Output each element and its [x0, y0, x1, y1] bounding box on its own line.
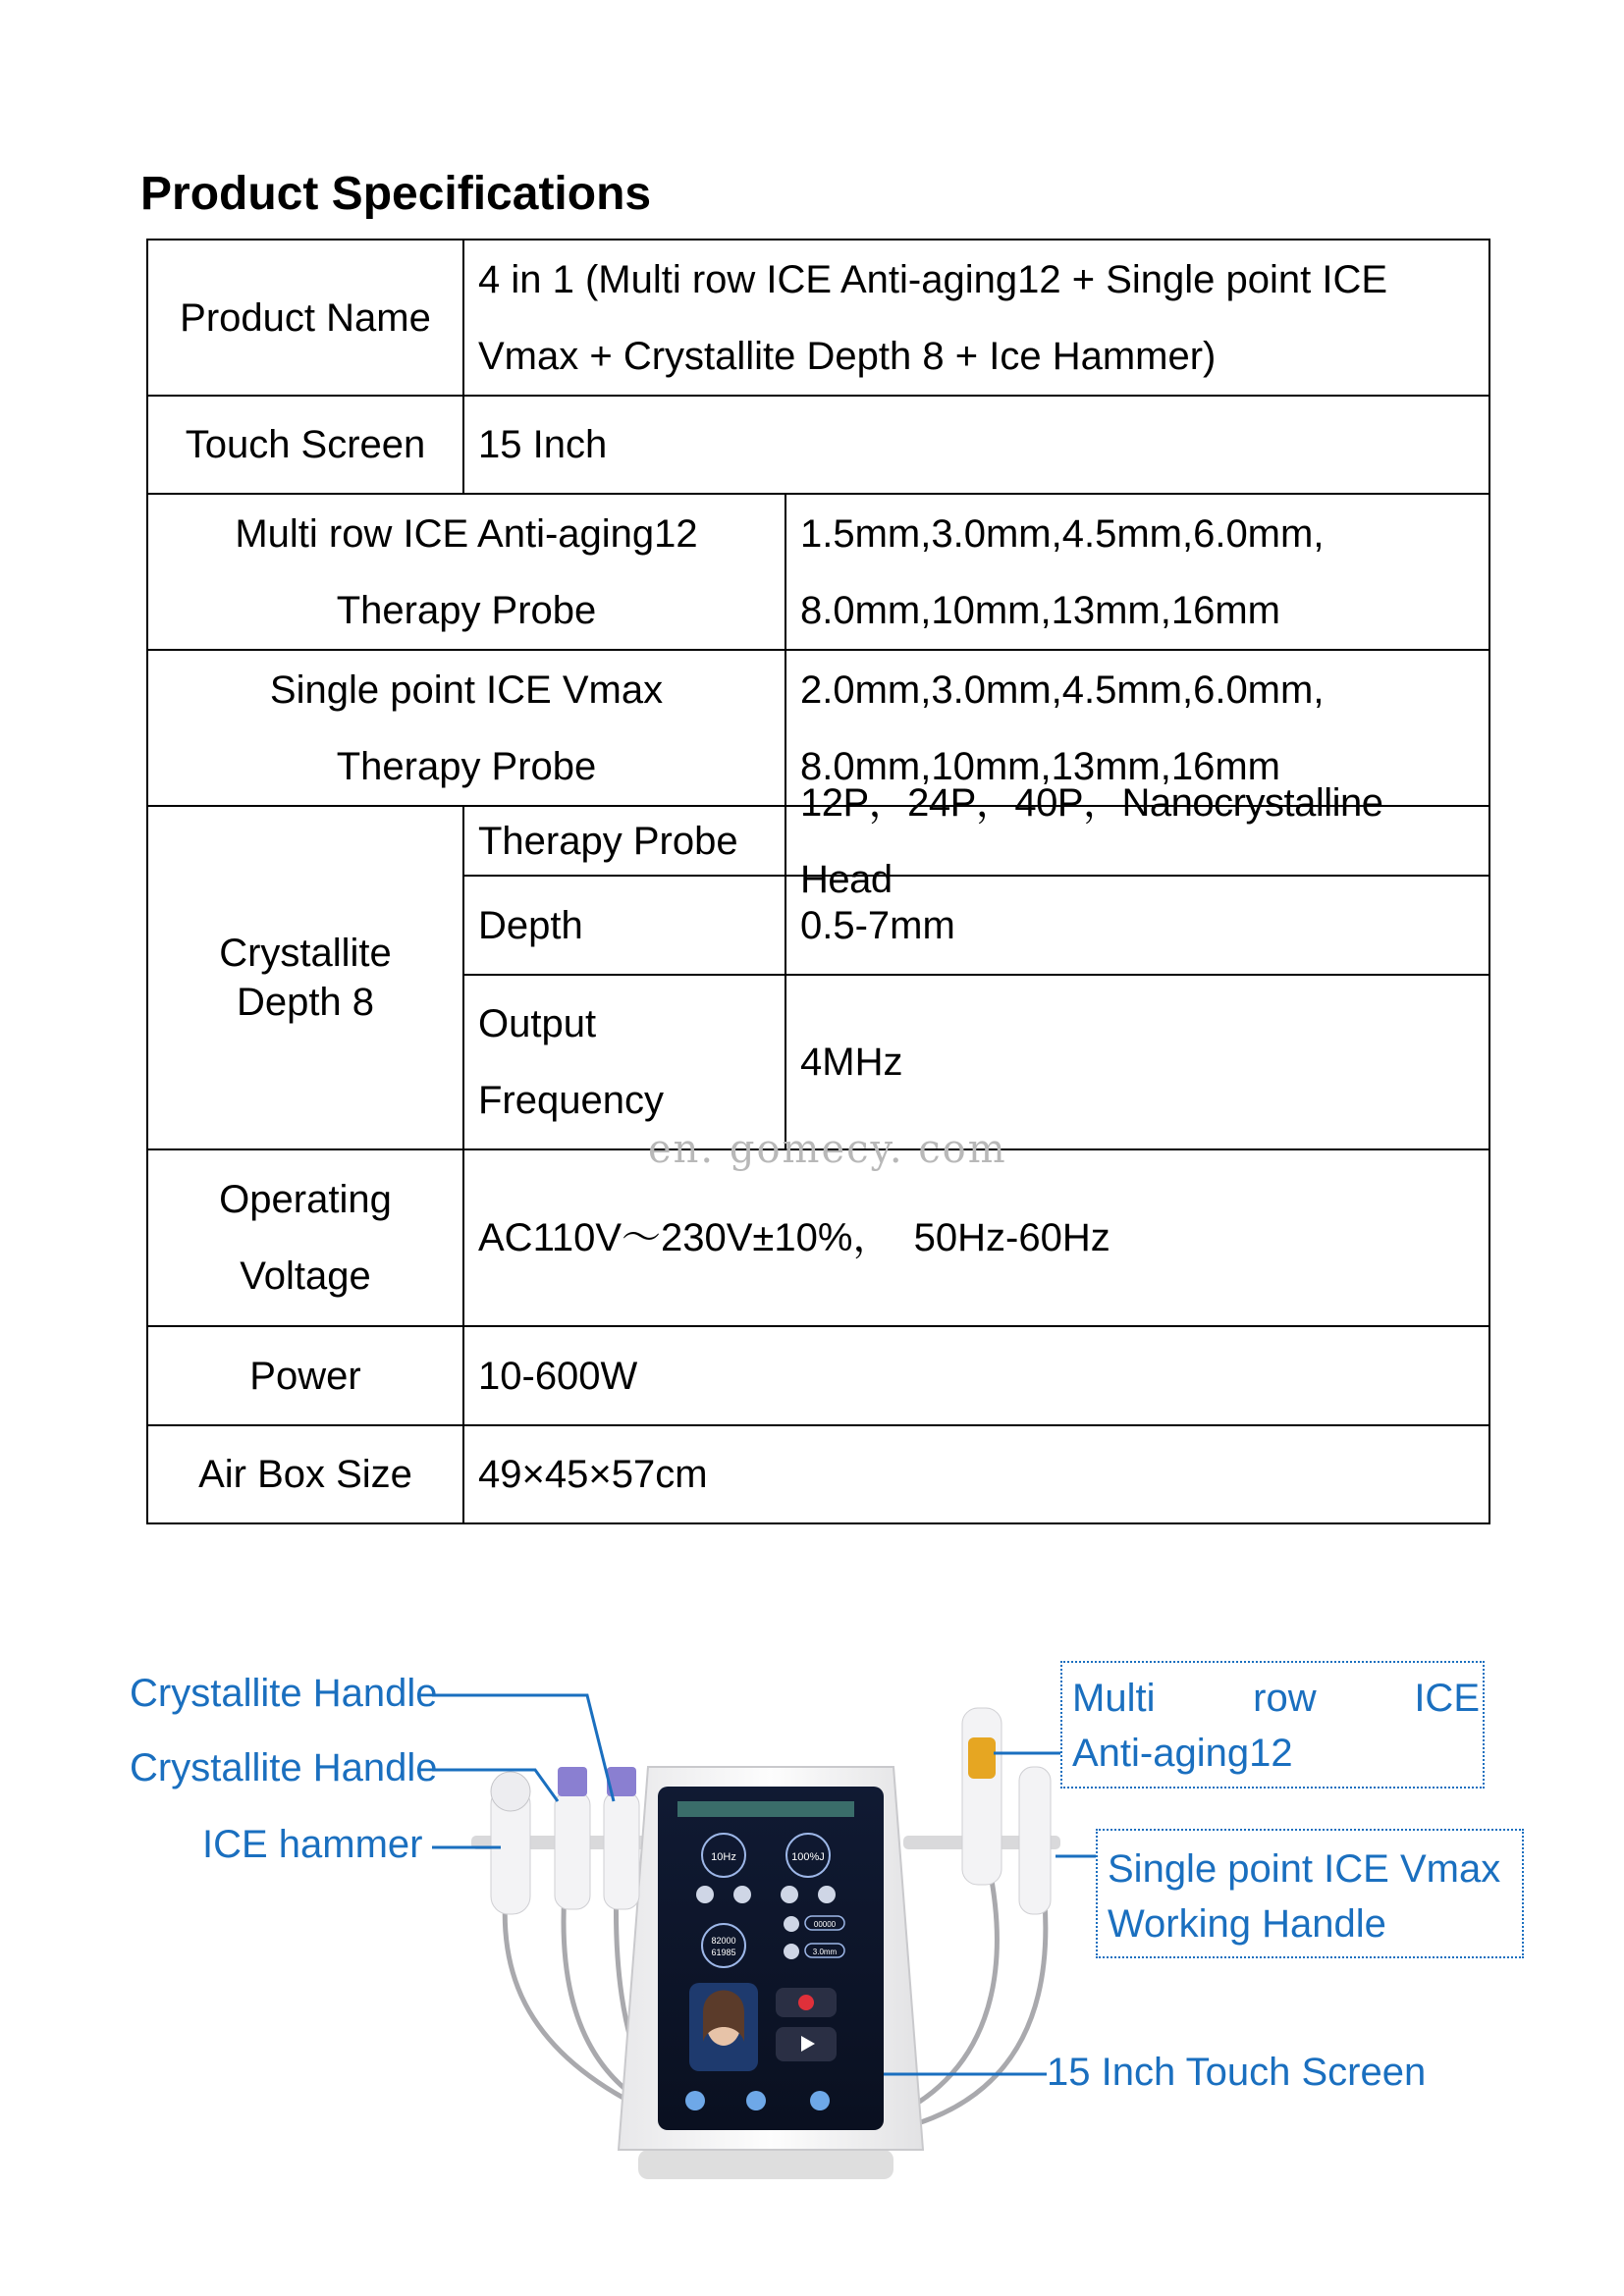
multi-row-ice-handle [962, 1708, 1001, 1885]
voltage-value: AC110V～230V±10%， 50Hz-60Hz [478, 1216, 1110, 1259]
screen-count2: 61985 [711, 1948, 736, 1957]
product-name-line2: Vmax + Crystallite Depth 8 + Ice Hammer) [478, 334, 1217, 378]
crystallite-label: Crystallite Depth 8 [219, 932, 392, 1024]
screen-hz: 10Hz [711, 1851, 736, 1863]
device-illustration [432, 1688, 1100, 2209]
callout-single-point-line1: Single point ICE Vmax [1108, 1847, 1501, 1891]
air-box-label: Air Box Size [198, 1453, 412, 1496]
callout-ice-hammer: ICE hammer [202, 1823, 423, 1866]
air-box-value: 49×45×57cm [478, 1453, 708, 1496]
power-label: Power [249, 1354, 361, 1398]
screen-energy: 100%J [791, 1851, 825, 1863]
screen-counter: 00000 [813, 1920, 837, 1929]
voltage-label: Operating Voltage [219, 1178, 392, 1298]
callout-touch-screen: 15 Inch Touch Screen [1047, 2051, 1427, 2094]
screen-depth: 3.0mm [812, 1948, 838, 1956]
callout-crystallite-handle-2: Crystallite Handle [130, 1746, 438, 1789]
screen-count1: 82000 [711, 1936, 736, 1946]
touch-screen-value: 15 Inch [478, 423, 608, 466]
crystallite-probe-value: 12P，24P，40P，Nanocrystalline Head [800, 780, 1383, 901]
power-value: 10-600W [478, 1354, 638, 1398]
callout-multi-row-line1 [1072, 1677, 1480, 1721]
product-name-value [464, 240, 1489, 395]
single-point-value: 2.0mm,3.0mm,4.5mm,6.0mm, 8.0mm,10mm,13mm,16mm [800, 667, 1325, 788]
product-name-label: Product Name [180, 295, 431, 340]
callout-multi-word-3: ICE [1414, 1677, 1480, 1720]
page-title: Product Specifications [140, 168, 652, 220]
callout-multi-word-2: row [1253, 1677, 1317, 1720]
ice-hammer-handle [491, 1772, 530, 1914]
crystallite-depth-value: 0.5-7mm [800, 903, 955, 947]
product-name-line1: 4 in 1 (Multi row ICE Anti-aging12 + Single point ICE [478, 257, 1388, 301]
multi-row-label: Multi row ICE Anti-aging12 Therapy Probe [235, 511, 698, 632]
output-frequency-label: Output Frequency [478, 1002, 664, 1122]
crystallite-handle-left [555, 1767, 590, 1909]
multi-row-value: 1.5mm,3.0mm,4.5mm,6.0mm, 8.0mm,10mm,13mm,16mm [800, 511, 1325, 632]
single-point-ice-handle [1019, 1767, 1051, 1914]
crystallite-handle-right [604, 1767, 639, 1909]
crystallite-depth-label: Depth [478, 903, 583, 947]
watermark: en. gomecy. com [648, 1127, 1007, 1172]
callout-multi-row-line2: Anti-aging12 [1072, 1732, 1293, 1775]
output-frequency-value: 4MHz [800, 1041, 903, 1084]
touch-screen-label: Touch Screen [185, 423, 426, 466]
single-point-label: Single point ICE Vmax Therapy Probe [269, 667, 664, 788]
callout-multi-word-1: Multi [1072, 1677, 1156, 1720]
callout-crystallite-handle-1: Crystallite Handle [130, 1672, 438, 1715]
crystallite-probe-label: Therapy Probe [478, 819, 738, 863]
callout-single-point-line2: Working Handle [1108, 1902, 1386, 1946]
